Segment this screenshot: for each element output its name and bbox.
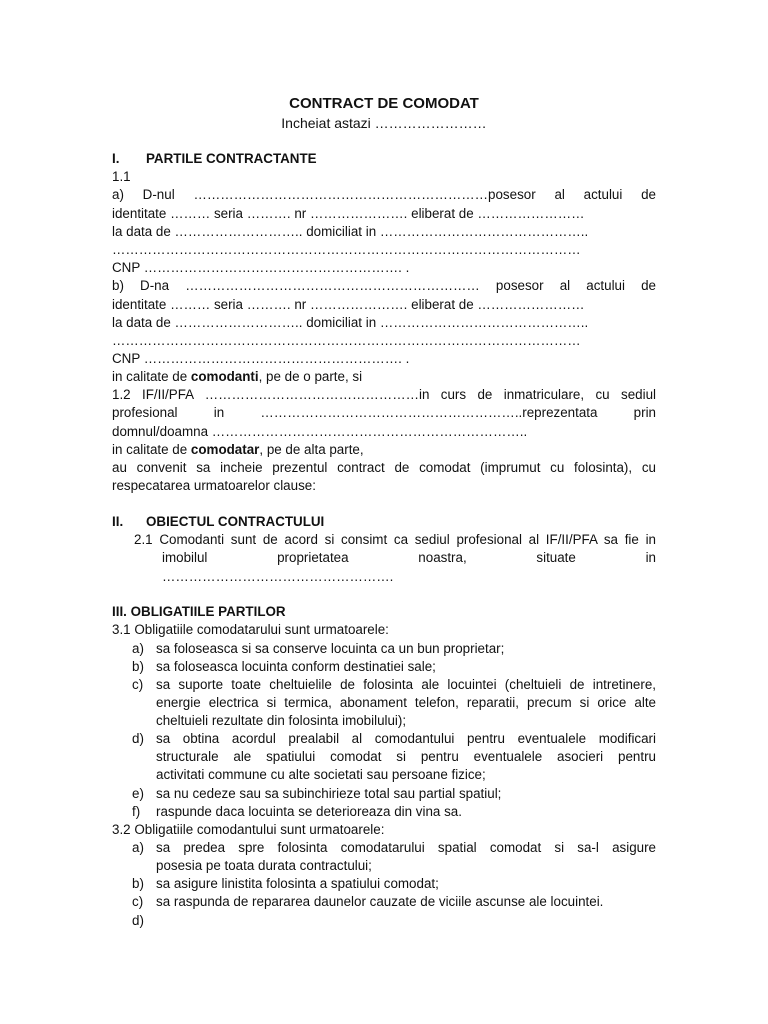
agreement-line-2: respecatarea urmatoarelor clause: <box>112 478 316 493</box>
list-item <box>132 875 656 893</box>
list-item <box>132 785 656 803</box>
comodatar-suffix: , pe de alta parte, <box>259 442 364 457</box>
comodatar-clause <box>112 441 656 459</box>
comodanti-clause <box>112 368 656 386</box>
list-item-text: sa foloseasca si sa conserve locuinta ca un bun proprietar; <box>156 641 505 656</box>
document-title: CONTRACT DE COMODAT <box>289 95 479 112</box>
list-item-label: a) <box>132 840 144 855</box>
list-item-label: c) <box>132 894 144 909</box>
clause-2-1-line-3: ……………………………………………. <box>162 569 394 584</box>
section-3-heading <box>112 603 656 621</box>
party-b-line-2: identitate ……… seria ………. nr …………………. eliberat de …………………… <box>112 297 585 312</box>
list-item <box>132 839 656 857</box>
list-item-continuation: structurale ale spatiului comodat si pentru eventualele asocieri pentru <box>156 749 656 764</box>
party-b-cnp: CNP …………………………………………………. . <box>112 351 410 366</box>
list-item-text: sa obtina acordul prealabil al comodantului pentru eventualele modificari <box>156 731 656 746</box>
party-a-line-1: a) D-nul …………………………………………………………posesor al actului de <box>112 187 656 202</box>
section-2-heading <box>112 513 656 531</box>
list-item-label: f) <box>132 804 141 819</box>
section-3-number: III <box>112 604 124 619</box>
comodanti-term: comodanti <box>190 369 259 384</box>
agreement-line-1: au convenit sa incheie prezentul contract de comodat (imprumut cu folosinta), cu <box>112 460 656 475</box>
list-item-continuation: cheltuieli rezultate din folosinta imobilului); <box>156 713 407 728</box>
list-item-label: a) <box>132 641 144 656</box>
clause-2-1-line-1: 2.1 Comodanti sunt de acord si consimt ca sediul profesional al IF/II/PFA sa fie in <box>134 532 656 547</box>
clause-2-1-line-2: imobilul proprietatea noastra, situate in <box>162 550 656 565</box>
document-subtitle: Incheiat astazi …………………… <box>281 115 487 131</box>
party-a-line-4: …………………………………………………………………………………………… <box>112 242 581 257</box>
list-item-text: sa raspunda de repararea daunelor cauzate de viciile ascunse ale locuintei. <box>156 894 604 909</box>
section-2-title: OBIECTUL CONTRACTULUI <box>146 514 325 529</box>
list-item-label: d) <box>132 731 144 746</box>
list-item <box>132 730 656 748</box>
list-item <box>132 676 656 694</box>
list-item-label: b) <box>132 659 144 674</box>
list-item <box>132 658 656 676</box>
party-a-line-2: identitate ……… seria ………. nr …………………. eliberat de …………………… <box>112 206 585 221</box>
party-b-line-4: …………………………………………………………………………………………… <box>112 333 581 348</box>
party-b-line-3: la data de ……………………….. domiciliat in ……………………………………….. <box>112 315 589 330</box>
party-b-line-1: b) D-na ………………………………………………………… posesor al actului de <box>112 278 656 293</box>
list-item-text: raspunde daca locuinta se deterioreaza din vina sa. <box>156 804 462 819</box>
list-item <box>132 893 656 911</box>
list-item-text: sa nu cedeze sau sa subinchirieze total sau partial spatiul; <box>156 786 502 801</box>
comodatar-term: comodatar <box>190 442 260 457</box>
list-item <box>132 803 656 821</box>
section-1-heading <box>112 150 656 168</box>
section-1-number: I. <box>112 151 120 166</box>
list-item-label: e) <box>132 786 144 801</box>
list-item-label: d) <box>132 913 144 928</box>
list-item <box>132 640 656 658</box>
clause-3-2: 3.2 Obligatiile comodantului sunt urmatoarele: <box>112 822 385 837</box>
clause-1-1: 1.1 <box>112 169 131 184</box>
comodanti-prefix: in calitate de <box>112 369 191 384</box>
list-item-continuation: posesia pe toata durata contractului; <box>156 858 372 873</box>
list-item-label: b) <box>132 876 144 891</box>
list-item-text: sa foloseasca locuinta conform destinatiei sale; <box>156 659 436 674</box>
list-item-label: c) <box>132 677 144 692</box>
party-a-cnp: CNP …………………………………………………. . <box>112 260 410 275</box>
section-3-title: . OBLIGATIILE PARTILOR <box>123 604 286 619</box>
party-a-line-3: la data de ……………………….. domiciliat in ……………………………………….. <box>112 224 589 239</box>
section-2-number: II. <box>112 514 124 529</box>
list-item-continuation: energie electrica si termica, abonament telefon, reparatii, precum si orice alte <box>156 695 656 710</box>
list-item-text: sa asigure linistita folosinta a spatiului comodat; <box>156 876 439 891</box>
list-item-text: sa suporte toate cheltuielile de folosinta ale locuintei (cheltuieli de intretinere, <box>156 677 656 692</box>
comodanti-suffix: , pe de o parte, si <box>258 369 363 384</box>
clause-1-2-line-3: domnul/doamna …………………………………………………………….. <box>112 424 528 439</box>
clause-1-2-line-2: profesional in …………………………………………………..reprezentata prin <box>112 405 656 420</box>
section-1-title: PARTILE CONTRACTANTE <box>146 151 317 166</box>
clause-1-2-line-1: 1.2 IF/II/PFA …………………………………………in curs de inmatriculare, cu sediul <box>112 387 656 402</box>
clause-3-1: 3.1 Obligatiile comodatarului sunt urmatoarele: <box>112 622 389 637</box>
list-item-continuation: activitati commune cu alte societati sau persoane fizice; <box>156 767 486 782</box>
list-item-text: sa predea spre folosinta comodatarului spatial comodat si sa-l asigure <box>156 840 656 855</box>
comodatar-prefix: in calitate de <box>112 442 191 457</box>
